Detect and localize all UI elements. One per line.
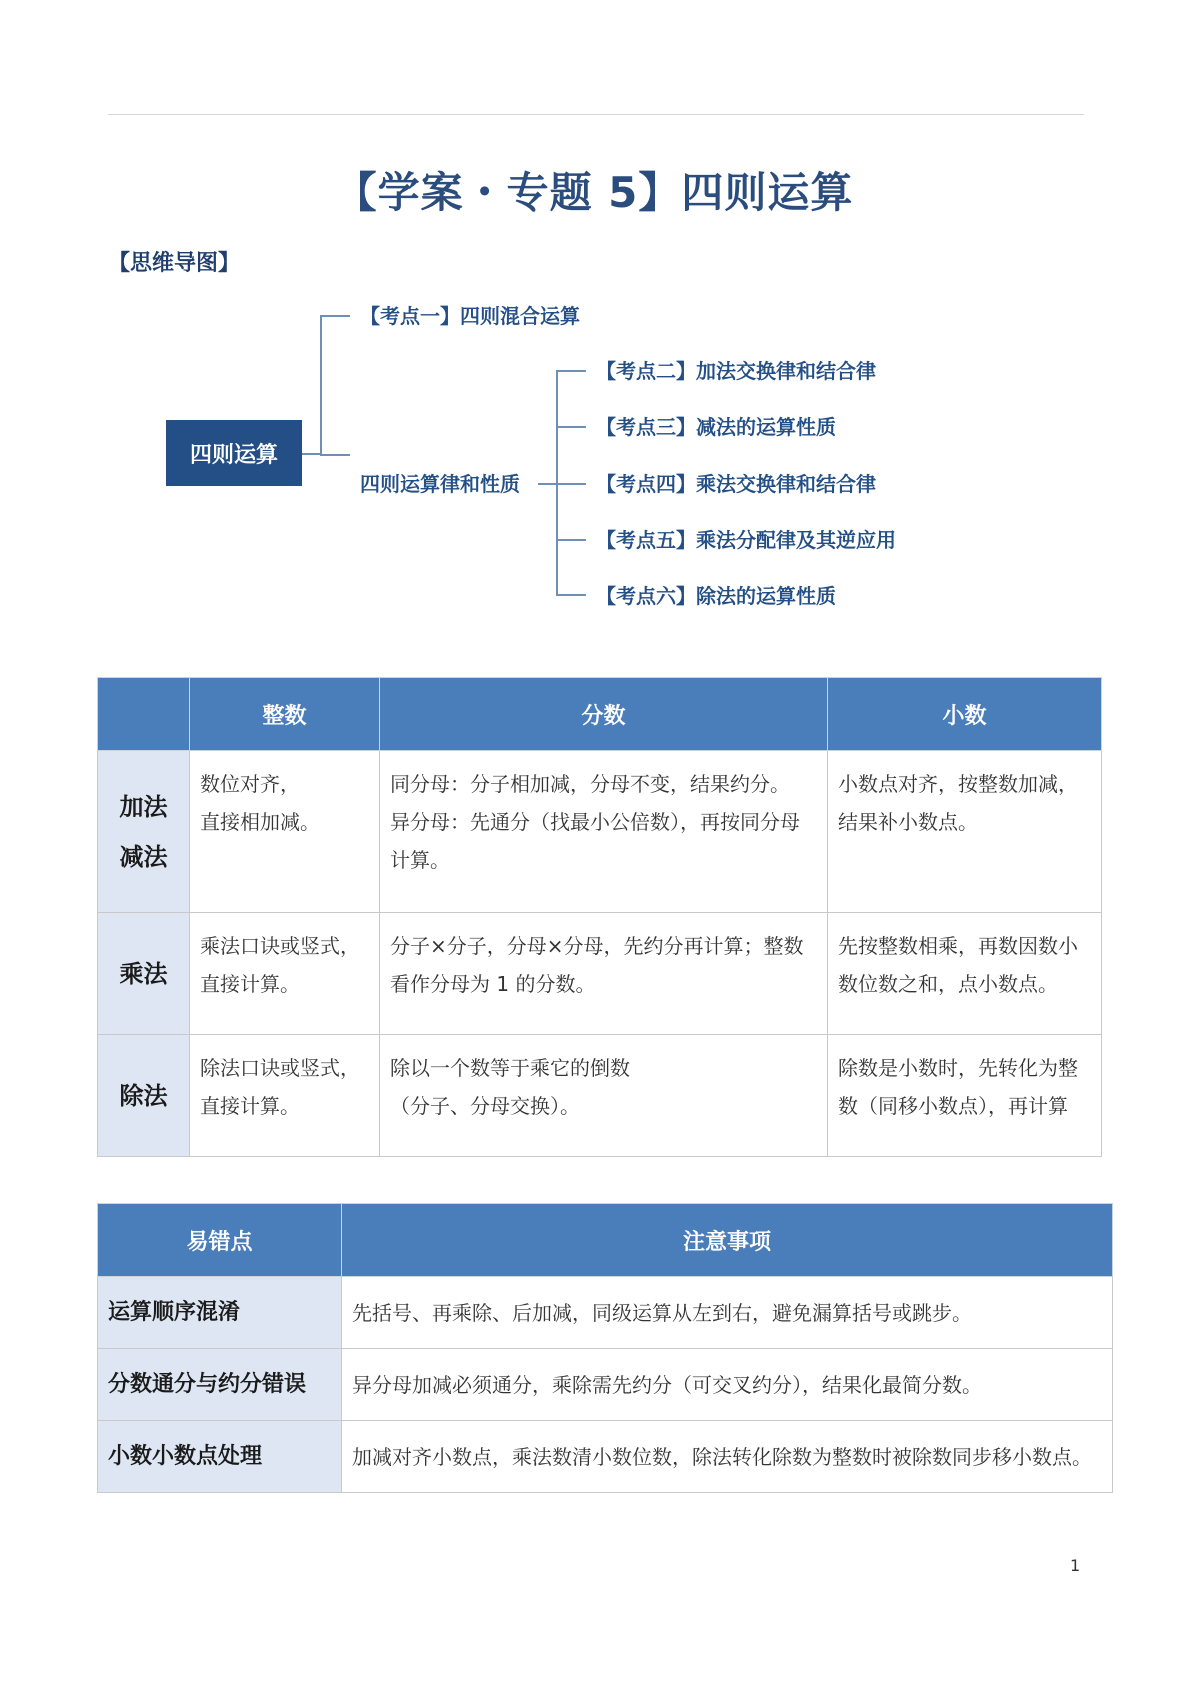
- mindmap-node-point6: 【考点六】除法的运算性质: [596, 584, 836, 608]
- integer-cell: 数位对齐， 直接相加减。: [190, 751, 380, 913]
- table-header-cell: 易错点: [98, 1204, 342, 1277]
- section-label-mindmap: 【思维导图】: [108, 251, 241, 276]
- mistake-note: 异分母加减必须通分，乘除需先约分（可交叉约分），结果化最简分数。: [342, 1349, 1113, 1421]
- operations-table: [97, 677, 1102, 1157]
- table-row: [98, 913, 1102, 1035]
- table-row: [98, 751, 1102, 913]
- connector-line: [556, 370, 586, 372]
- mindmap-root: 四则运算: [166, 420, 302, 486]
- header-rule: [108, 114, 1084, 115]
- table-header-row: [98, 678, 1102, 751]
- page-number: 1: [1070, 1556, 1081, 1575]
- fraction-cell: 除以一个数等于乘它的倒数 （分子、分母交换）。: [380, 1035, 828, 1157]
- integer-cell: 乘法口诀或竖式， 直接计算。: [190, 913, 380, 1035]
- connector-line: [320, 315, 322, 456]
- page-title: 【学案・专题 5】四则运算: [334, 168, 854, 217]
- connector-line: [556, 426, 586, 428]
- table-header-row: [98, 1204, 1113, 1277]
- table-row: [98, 1277, 1113, 1349]
- connector-line: [556, 483, 586, 485]
- mindmap-node-point2: 【考点二】加法交换律和结合律: [596, 359, 876, 383]
- table-row: [98, 1421, 1113, 1493]
- mindmap-node-point5: 【考点五】乘法分配律及其逆应用: [596, 528, 896, 552]
- mistake-point: 运算顺序混淆: [98, 1277, 342, 1349]
- connector-line: [320, 315, 350, 317]
- table-header-cell: [98, 678, 190, 751]
- table-row: [98, 1349, 1113, 1421]
- mistake-note: 先括号、再乘除、后加减，同级运算从左到右，避免漏算括号或跳步。: [342, 1277, 1113, 1349]
- table-header-cell: 小数: [828, 678, 1102, 751]
- mistake-point: 分数通分与约分错误: [98, 1349, 342, 1421]
- table-header-cell: 注意事项: [342, 1204, 1113, 1277]
- fraction-cell: 分子×分子，分母×分母，先约分再计算；整数看作分母为 1 的分数。: [380, 913, 828, 1035]
- connector-line: [302, 453, 320, 455]
- connector-line: [556, 594, 586, 596]
- row-header: 加法 减法: [98, 751, 190, 913]
- mindmap-node-point4: 【考点四】乘法交换律和结合律: [596, 472, 876, 496]
- decimal-cell: 小数点对齐，按整数加减，结果补小数点。: [828, 751, 1102, 913]
- row-header: 乘法: [98, 913, 190, 1035]
- mindmap-node-point1: 【考点一】四则混合运算: [360, 304, 580, 328]
- integer-cell: 除法口诀或竖式， 直接计算。: [190, 1035, 380, 1157]
- mind-map: [0, 290, 1188, 630]
- decimal-cell: 先按整数相乘，再数因数小数位数之和，点小数点。: [828, 913, 1102, 1035]
- connector-line: [538, 483, 556, 485]
- mindmap-node-laws: 四则运算律和性质: [360, 472, 520, 496]
- mistake-note: 加减对齐小数点，乘法数清小数位数，除法转化除数为整数时被除数同步移小数点。: [342, 1421, 1113, 1493]
- mindmap-node-point3: 【考点三】减法的运算性质: [596, 415, 836, 439]
- connector-line: [556, 539, 586, 541]
- decimal-cell: 除数是小数时，先转化为整数（同移小数点），再计算: [828, 1035, 1102, 1157]
- row-header: 除法: [98, 1035, 190, 1157]
- connector-line: [556, 370, 558, 594]
- table-header-cell: 分数: [380, 678, 828, 751]
- mistake-point: 小数小数点处理: [98, 1421, 342, 1493]
- common-mistakes-table: [97, 1203, 1113, 1493]
- connector-line: [320, 454, 350, 456]
- table-row: [98, 1035, 1102, 1157]
- table-header-cell: 整数: [190, 678, 380, 751]
- fraction-cell: 同分母：分子相加减，分母不变，结果约分。 异分母：先通分（找最小公倍数），再按同分母计算。: [380, 751, 828, 913]
